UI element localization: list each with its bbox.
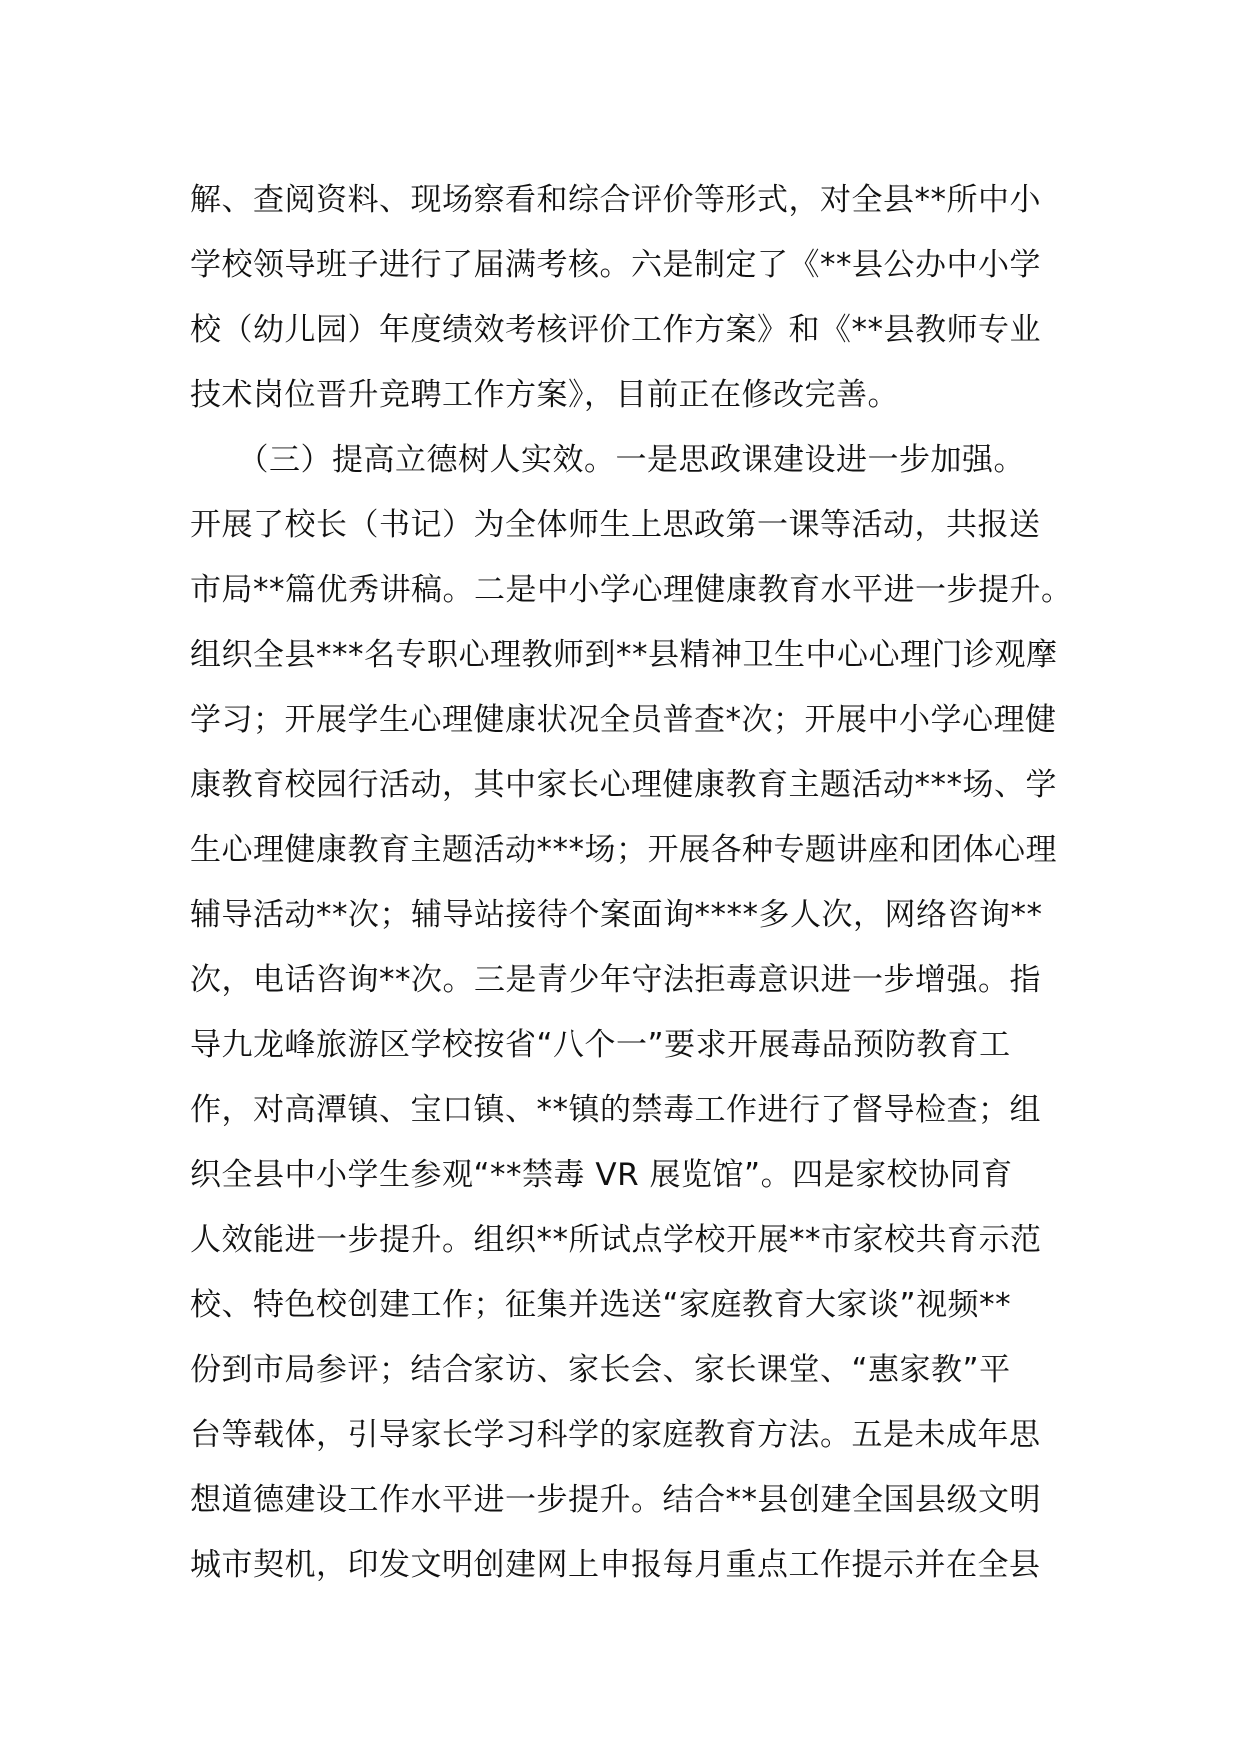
text-line: 人效能进一步提升。组织**所试点学校开展**市家校共育示范 [190,1222,1042,1258]
text-line: 台等载体，引导家长学习科学的家庭教育方法。五是未成年思 [190,1417,1041,1453]
text-line: 学习；开展学生心理健康状况全员普查*次；开展中小学心理健 [190,702,1057,738]
text-line: 市局**篇优秀讲稿。二是中小学心理健康教育水平进一步提升。 [190,572,1073,608]
text-line: 解、查阅资料、现场察看和综合评价等形式，对全县**所中小 [190,182,1041,218]
text-line: 城市契机，印发文明创建网上申报每月重点工作提示并在全县 [190,1547,1041,1583]
text-line: 织全县中小学生参观“**禁毒 VR 展览馆”。四是家校协同育 [190,1157,1013,1193]
text-line: 导九龙峰旅游区学校按省“八个一”要求开展毒品预防教育工 [190,1027,1011,1063]
text-line: 开展了校长（书记）为全体师生上思政第一课等活动，共报送 [190,507,1041,543]
text-line: 想道德建设工作水平进一步提升。结合**县创建全国县级文明 [190,1482,1041,1518]
text-line: 康教育校园行活动，其中家长心理健康教育主题活动***场、学 [190,767,1057,803]
text-line: 辅导活动**次；辅导站接待个案面询****多人次，网络咨询** [190,897,1043,933]
text-line: 作，对高潭镇、宝口镇、**镇的禁毒工作进行了督导检查；组 [190,1092,1041,1128]
text-line: 份到市局参评；结合家访、家长会、家长课堂、“惠家教”平 [190,1352,1011,1388]
text-line: 次，电话咨询**次。三是青少年守法拒毒意识进一步增强。指 [190,962,1041,998]
text-line: 生心理健康教育主题活动***场；开展各种专题讲座和团体心理 [190,832,1057,868]
text-line: 校（幼儿园）年度绩效考核评价工作方案》和《**县教师专业 [190,312,1041,348]
text-line: 校、特色校创建工作；征集并选送“家庭教育大家谈”视频** [190,1287,1012,1323]
section-heading-line: （三）提高立德树人实效。一是思政课建设进一步加强。 [190,442,1025,478]
body-text [190,168,1090,1598]
text-line: 技术岗位晋升竞聘工作方案》，目前正在修改完善。 [190,377,899,413]
text-line: 学校领导班子进行了届满考核。六是制定了《**县公办中小学 [190,247,1041,283]
text-line: 组织全县***名专职心理教师到**县精神卫生中心心理门诊观摩 [190,637,1058,673]
